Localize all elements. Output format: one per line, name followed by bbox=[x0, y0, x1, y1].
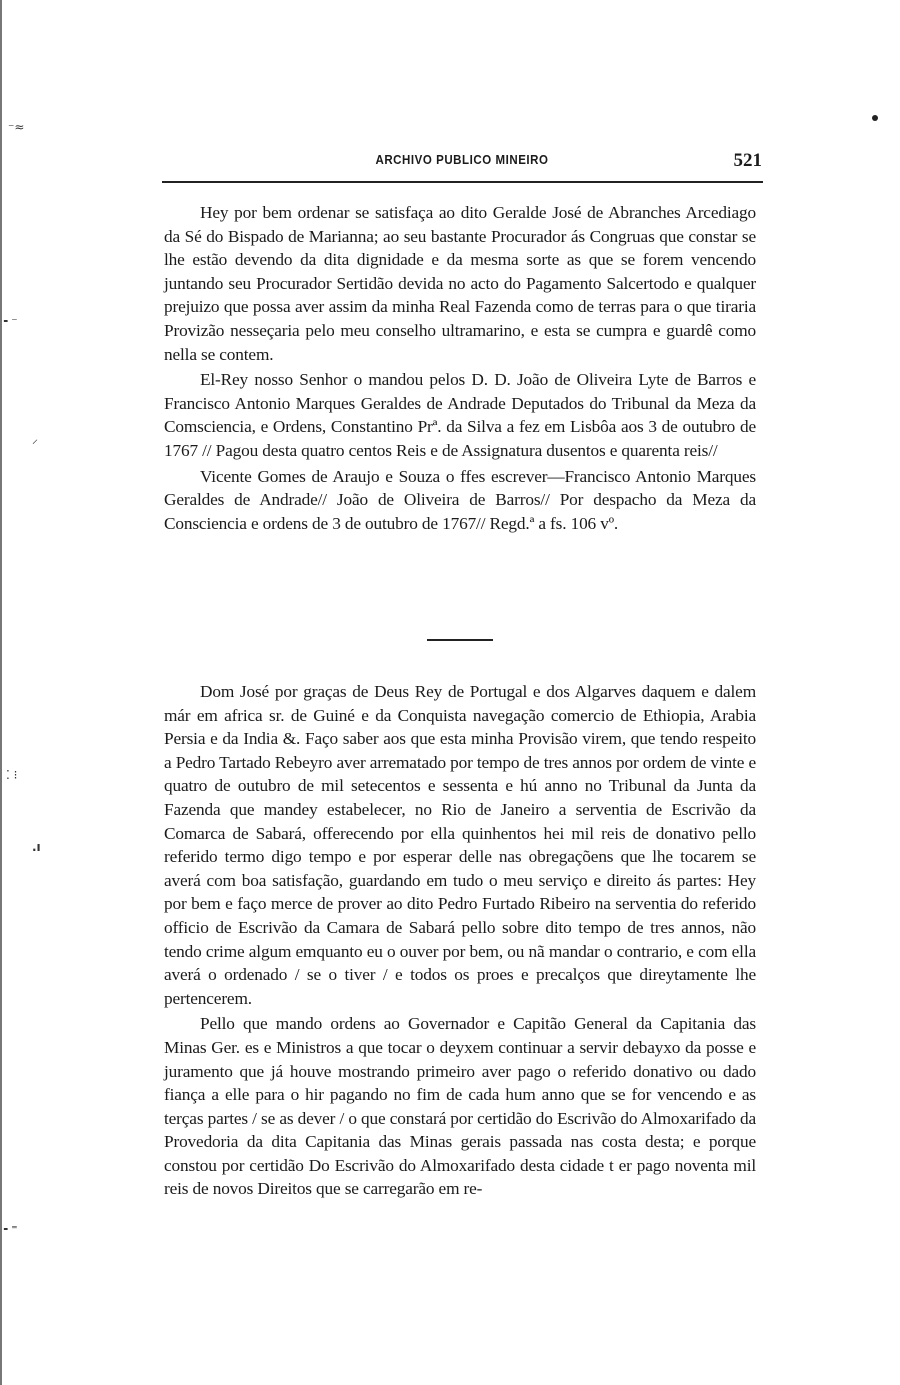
paragraph: Vicente Gomes de Araujo e Souza o ffes escrever—Francisco Antonio Marques Geraldes de Andrade// João de Oliveira de Barros// Por despacho da Meza da Consciencia e ordens de 3 de outubro de 1767// Regd.ª a fs. 106 vº. bbox=[164, 466, 756, 533]
document-section-1 bbox=[164, 201, 756, 535]
paragraph: Hey por bem ordenar se satisfaça ao dito Geralde José de Abranches Arcediago da Sé do Bispado de Marianna; ao seu bastante Procurador ás Congruas que constar se lhe estão devendo da dita dignidade e da mesma sorte as que se forem vencendo juntando seu Procurador Sertidão devida no acto do Pagamento Salcertodo e qualquer prejuizo que possa aver assim da minha Real Fazenda como de terras para o que tiraria Provizão nesseçaria pelo meu conselho ultramarino, e esta se cumpra e guardê como nella se contem. bbox=[164, 203, 756, 364]
section-separator bbox=[427, 639, 493, 641]
margin-mark: ╸⁻ bbox=[4, 314, 18, 328]
page-header bbox=[162, 150, 762, 172]
paragraph: Dom José por graças de Deus Rey de Portugal e dos Algarves daquem e dalem már em africa sr. de Guiné e da Conquista navegação comercio de Ethiopia, Arabia Persia e da India &. Faço saber aos que esta minha Provisão virem, que tendo respeito a Pedro Tartado Rebeyro aver arrematado por tempo de tres annos por ordem de vinte e quatro de outubro de mil setecentos e sessenta e hú anno no Tribunal da Junta da Fazenda que mandey estabelecer, no Rio de Janeiro a serventia de Escrivão da Comarca de Sabará, offerecendo por ella quinhentos hei mil reis de donativo pello referido termo digo tempo e por esperar delle nas obregaçõens que lhe tocarem se averá com boa satisfação, guardando em tudo o meu serviço e direito ás partes: Hey por bem e faço merce de prover ao dito Pedro Furtado Ribeiro na serventia do referido officio de Escrivão da Camara de Sabará pello sobre dito tempo de tres annos, não tendo crime algum emquanto eu o ouver por bem, ou nã mandar o contrario, e com ella averá o ordenado / se o tiver / e todos os proes e precalços que direytamente lhe pertencerem. bbox=[164, 682, 756, 1008]
paragraph: Pello que mando ordens ao Governador e Capitão General da Capitania das Minas Ger. es e Ministros a que tocar o deyxem continuar a servir debayxo da posse e juramento que já houve mostrando primeiro aver pago o referido donativo ou dado fiança a elle para o hir pagando no fim de cada hum anno que se for vencendo e as terças partes / se as dever / o que constará por certidão do Escrivão do Almoxarifado da Provedoria da dita Capitania das Minas gerais passada nas costa desta; e porque constou por certidão Do Escrivão do Almoxarifado desta cidade t er pago noventa mil reis de novos Direitos que se carregarão em re- bbox=[164, 1014, 756, 1199]
margin-mark: ╸⁼ bbox=[4, 1222, 18, 1236]
paragraph: El-Rey nosso Senhor o mandou pelos D. D. João de Oliveira Lyte de Barros e Francisco Antonio Marques Geraldes de Andrade Deputados do Tribunal da Meza da Comsciencia, e Ordens, Constantino Prª. da Silva a fez em Lisbôa aos 3 de outubro de 1767 // Pagou desta quatro centos Reis e de Assignatura dusentos e quarenta reis// bbox=[164, 370, 756, 460]
ink-dot bbox=[872, 115, 878, 121]
margin-mark: ⁻≈ bbox=[8, 120, 25, 134]
margin-mark: ⁚ ⁝ bbox=[6, 768, 18, 782]
margin-mark: ⸝ bbox=[32, 432, 39, 446]
header-rule bbox=[162, 181, 763, 183]
page-number: 521 bbox=[733, 150, 762, 171]
page-left-edge bbox=[0, 0, 2, 1385]
margin-mark: .ı bbox=[32, 840, 41, 854]
document-section-2 bbox=[164, 680, 756, 1201]
running-title: ARCHIVO PUBLICO MINEIRO bbox=[375, 153, 549, 167]
